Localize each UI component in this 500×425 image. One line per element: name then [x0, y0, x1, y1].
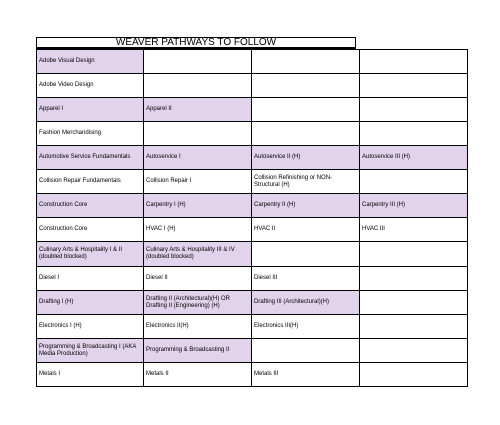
- table-cell: [360, 122, 468, 146]
- table-cell: [360, 363, 468, 387]
- table-cell: Drafting III (Architectural)(H): [252, 291, 360, 315]
- table-cell: Carpentry II (H): [252, 194, 360, 218]
- table-row: [37, 267, 468, 291]
- table-cell: Electronics III(H): [252, 315, 360, 339]
- table-cell: Drafting II (Architectural)(H) OR Drafting II (Engineering) (H): [144, 291, 252, 315]
- table-row: [37, 146, 468, 170]
- table-cell: HVAC III: [360, 218, 468, 242]
- table-cell: Adobe Video Design: [37, 74, 144, 98]
- table-cell: Automotive Service Fundamentals: [37, 146, 144, 170]
- table-cell: Culinary Arts & Hospitality I & II (doubled blocked): [37, 242, 144, 267]
- table-cell: [252, 122, 360, 146]
- table-cell: Apparel I: [37, 98, 144, 122]
- table-cell: Carpentry III (H): [360, 194, 468, 218]
- table-cell: Metals II: [144, 363, 252, 387]
- table-cell: [252, 98, 360, 122]
- table-cell: Apparel II: [144, 98, 252, 122]
- table-cell: [252, 242, 360, 267]
- table-cell: [360, 291, 468, 315]
- table-cell: [360, 267, 468, 291]
- table-cell: Diesel I: [37, 267, 144, 291]
- table-row: [37, 218, 468, 242]
- table-cell: [360, 50, 468, 74]
- table-row: [37, 339, 468, 363]
- table-cell: Adobe Visual Design: [37, 50, 144, 74]
- table-cell: [252, 50, 360, 74]
- table-cell: Collision Refinishing or NON-Structural (H): [252, 170, 360, 194]
- table-row: [37, 74, 468, 98]
- table-cell: Collision Repair I: [144, 170, 252, 194]
- table-cell: Autoservice III (H): [360, 146, 468, 170]
- table-cell: Fashion Merchandising: [37, 122, 144, 146]
- table-cell: [360, 74, 468, 98]
- table-cell: [360, 242, 468, 267]
- table-row: [37, 194, 468, 218]
- table-cell: Construction Core: [37, 194, 144, 218]
- table-row: [37, 291, 468, 315]
- table-cell: Construction Core: [37, 218, 144, 242]
- table-cell: Autoservice I: [144, 146, 252, 170]
- table-cell: [252, 339, 360, 363]
- table-row: [37, 363, 468, 387]
- table-cell: Drafting I (H): [37, 291, 144, 315]
- table-cell: Culinary Arts & Hospitality III & IV (doubled blocked): [144, 242, 252, 267]
- table-cell: Collision Repair Fundamentals: [37, 170, 144, 194]
- table-cell: Carpentry I (H): [144, 194, 252, 218]
- table-row: [37, 50, 468, 74]
- table-cell: [360, 98, 468, 122]
- table-cell: Diesel III: [252, 267, 360, 291]
- table-cell: Programming & Broadcasting I (AKA Media Production): [37, 339, 144, 363]
- pathways-table: [36, 49, 468, 387]
- table-cell: [360, 170, 468, 194]
- table-row: [37, 98, 468, 122]
- table-cell: [360, 315, 468, 339]
- table-row: [37, 122, 468, 146]
- table-cell: Diesel II: [144, 267, 252, 291]
- table-cell: [360, 339, 468, 363]
- table-row: [37, 170, 468, 194]
- table-cell: [144, 50, 252, 74]
- table-cell: Autoservice II (H): [252, 146, 360, 170]
- table-cell: [252, 74, 360, 98]
- table-cell: HVAC I (H): [144, 218, 252, 242]
- table-row: [37, 242, 468, 267]
- table-row: [37, 315, 468, 339]
- table-cell: Electronics I (H): [37, 315, 144, 339]
- table-cell: [144, 122, 252, 146]
- page-title: WEAVER PATHWAYS TO FOLLOW: [36, 37, 356, 49]
- table-cell: Metals III: [252, 363, 360, 387]
- table-cell: Electronics II(H): [144, 315, 252, 339]
- table-cell: Metals I: [37, 363, 144, 387]
- table-cell: Programming & Broadcasting II: [144, 339, 252, 363]
- table-cell: [144, 74, 252, 98]
- pathways-table-body: [37, 50, 468, 387]
- table-cell: HVAC II: [252, 218, 360, 242]
